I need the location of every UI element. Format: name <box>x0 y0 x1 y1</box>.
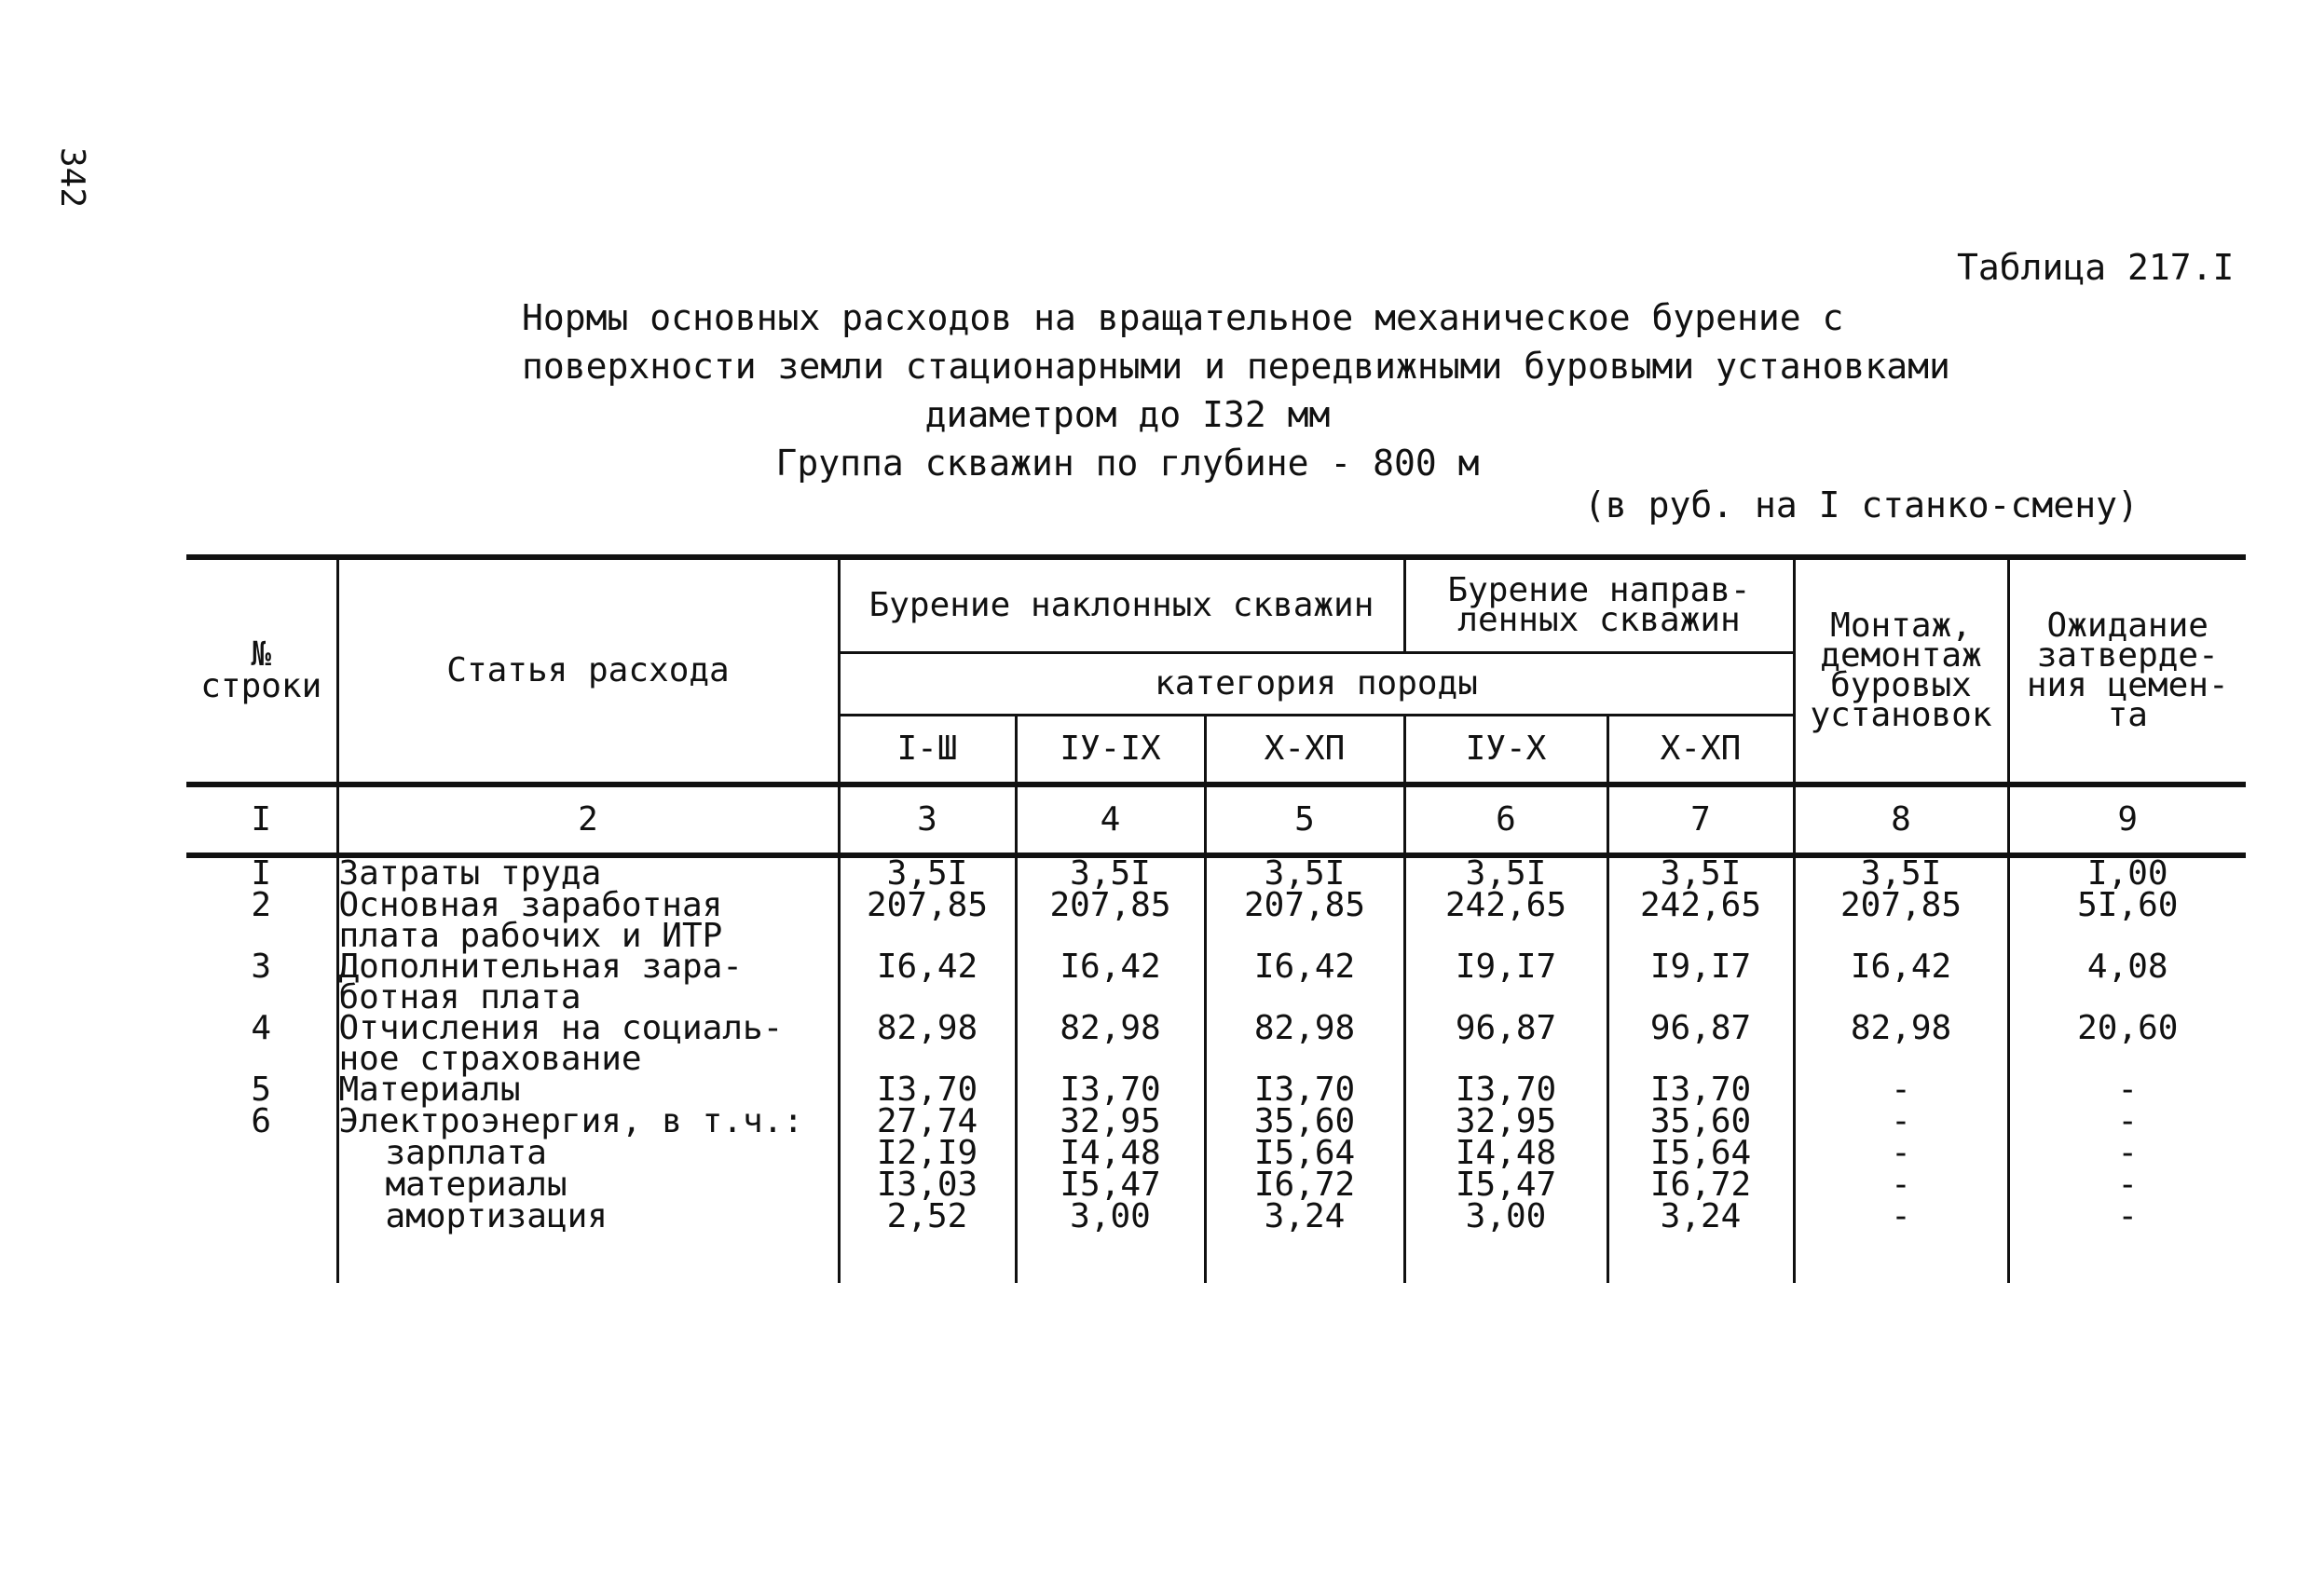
cell-value: 207,85 <box>1794 890 2008 951</box>
column-number: 6 <box>1404 784 1607 855</box>
row-number <box>186 1169 337 1201</box>
cell-value: I5,47 <box>1016 1169 1205 1201</box>
cell-value: 3,5I <box>1205 855 1404 890</box>
table-row <box>186 1201 2246 1283</box>
cell-value: I6,72 <box>1205 1169 1404 1201</box>
table-label: Таблица 217.I <box>1957 247 2235 288</box>
row-article: амортизация <box>337 1201 839 1283</box>
cell-value: I3,70 <box>1607 1074 1794 1106</box>
cell-value: 3,00 <box>1404 1201 1607 1283</box>
cell-value: I5,64 <box>1205 1138 1404 1169</box>
cell-value: I3,70 <box>1205 1074 1404 1106</box>
row-article: зарплата <box>337 1138 839 1169</box>
cell-value: I4,48 <box>1404 1138 1607 1169</box>
row-article: Дополнительная зара- ботная плата <box>337 951 839 1013</box>
units-note: (в руб. на I станко-смену) <box>1584 484 2139 525</box>
header-inclined-drilling: Бурение наклонных скважин <box>839 557 1404 653</box>
row-number <box>186 1138 337 1169</box>
header-cement-waiting: Ожидание затверде- ния цемен- та <box>2008 557 2246 784</box>
cell-value: 4,08 <box>2008 951 2246 1013</box>
cell-value: I3,70 <box>1404 1074 1607 1106</box>
table-title <box>522 293 1950 487</box>
cell-value: I3,70 <box>1016 1074 1205 1106</box>
column-number: 9 <box>2008 784 2246 855</box>
column-number: 3 <box>839 784 1016 855</box>
cell-value: I5,64 <box>1607 1138 1794 1169</box>
cell-value: I9,I7 <box>1404 951 1607 1013</box>
title-line: Нормы основных расходов на вращательное механическое бурение с <box>522 297 1844 338</box>
cell-value: I3,03 <box>839 1169 1016 1201</box>
table-row <box>186 1106 2246 1138</box>
norms-table <box>186 554 2246 1283</box>
cell-value: 35,60 <box>1205 1106 1404 1138</box>
cell-value: - <box>2008 1106 2246 1138</box>
cell-value: - <box>2008 1138 2246 1169</box>
cell-value: - <box>1794 1138 2008 1169</box>
cell-value: 3,5I <box>1794 855 2008 890</box>
title-line: диаметром до I32 мм <box>924 394 1331 435</box>
column-number: 2 <box>337 784 839 855</box>
cell-value: 3,24 <box>1205 1201 1404 1283</box>
cell-value: I6,72 <box>1607 1169 1794 1201</box>
table-row <box>186 1074 2246 1106</box>
page-number: 342 <box>53 147 91 209</box>
cell-value: I9,I7 <box>1607 951 1794 1013</box>
cell-value: I6,42 <box>1794 951 2008 1013</box>
header-category-col: X-XП <box>1607 716 1794 785</box>
cell-value: 3,5I <box>1404 855 1607 890</box>
header-category-col: I-Ш <box>839 716 1016 785</box>
cell-value: 96,87 <box>1607 1013 1794 1074</box>
cell-value: 82,98 <box>1205 1013 1404 1074</box>
cell-value: I3,70 <box>839 1074 1016 1106</box>
cell-value: 242,65 <box>1404 890 1607 951</box>
cell-value: 32,95 <box>1404 1106 1607 1138</box>
cell-value: - <box>2008 1201 2246 1283</box>
column-number: 8 <box>1794 784 2008 855</box>
cell-value: 3,5I <box>1016 855 1205 890</box>
cell-value: I6,42 <box>1205 951 1404 1013</box>
header-category-col: IУ-IX <box>1016 716 1205 785</box>
header-category-col: IУ-X <box>1404 716 1607 785</box>
header-article: Статья расхода <box>337 557 839 784</box>
row-article: Затраты труда <box>337 855 839 890</box>
cell-value: I6,42 <box>1016 951 1205 1013</box>
cell-value: 20,60 <box>2008 1013 2246 1074</box>
cell-value: 5I,60 <box>2008 890 2246 951</box>
header-montage: Монтаж, демонтаж буровых установок <box>1794 557 2008 784</box>
row-number: 5 <box>186 1074 337 1106</box>
cell-value: 96,87 <box>1404 1013 1607 1074</box>
cell-value: - <box>2008 1074 2246 1106</box>
header-category-col: X-XП <box>1205 716 1404 785</box>
title-line: Группа скважин по глубине - 800 м <box>775 443 1480 484</box>
row-article: Отчисления на социаль- ное страхование <box>337 1013 839 1074</box>
cell-value: I2,I9 <box>839 1138 1016 1169</box>
row-article: Электроэнергия, в т.ч.: <box>337 1106 839 1138</box>
cell-value: - <box>1794 1074 2008 1106</box>
cell-value: - <box>1794 1201 2008 1283</box>
cell-value: - <box>1794 1169 2008 1201</box>
cell-value: I6,42 <box>839 951 1016 1013</box>
cell-value: 3,24 <box>1607 1201 1794 1283</box>
cell-value: 207,85 <box>1205 890 1404 951</box>
cell-value: 3,5I <box>1607 855 1794 890</box>
header-row-number: № строки <box>186 557 337 784</box>
table-row <box>186 951 2246 1013</box>
table-row <box>186 1013 2246 1074</box>
row-number: 4 <box>186 1013 337 1074</box>
table-row <box>186 1138 2246 1169</box>
cell-value: 82,98 <box>839 1013 1016 1074</box>
cell-value: - <box>2008 1169 2246 1201</box>
cell-value: I4,48 <box>1016 1138 1205 1169</box>
cell-value: 82,98 <box>1016 1013 1205 1074</box>
cell-value: 82,98 <box>1794 1013 2008 1074</box>
cell-value: 2,52 <box>839 1201 1016 1283</box>
row-number: 3 <box>186 951 337 1013</box>
column-number: I <box>186 784 337 855</box>
cell-value: I,00 <box>2008 855 2246 890</box>
row-number: 2 <box>186 890 337 951</box>
column-number: 4 <box>1016 784 1205 855</box>
cell-value: 27,74 <box>839 1106 1016 1138</box>
cell-value: 207,85 <box>839 890 1016 951</box>
table-row <box>186 890 2246 951</box>
row-article: Основная заработная плата рабочих и ИТР <box>337 890 839 951</box>
table-row <box>186 1169 2246 1201</box>
header-directed-drilling: Бурение направ- ленных скважин <box>1404 557 1794 653</box>
cell-value: 207,85 <box>1016 890 1205 951</box>
cell-value: - <box>1794 1106 2008 1138</box>
row-number: 6 <box>186 1106 337 1138</box>
row-article: Материалы <box>337 1074 839 1106</box>
title-line: поверхности земли стационарными и передвижными буровыми установками <box>522 346 1950 387</box>
column-number: 7 <box>1607 784 1794 855</box>
header-rock-category: категория породы <box>839 653 1794 716</box>
row-article: материалы <box>337 1169 839 1201</box>
cell-value: I5,47 <box>1404 1169 1607 1201</box>
cell-value: 242,65 <box>1607 890 1794 951</box>
cell-value: 3,00 <box>1016 1201 1205 1283</box>
row-number: I <box>186 855 337 890</box>
cell-value: 35,60 <box>1607 1106 1794 1138</box>
cell-value: 32,95 <box>1016 1106 1205 1138</box>
row-number <box>186 1201 337 1283</box>
table-row <box>186 855 2246 890</box>
column-number: 5 <box>1205 784 1404 855</box>
cell-value: 3,5I <box>839 855 1016 890</box>
